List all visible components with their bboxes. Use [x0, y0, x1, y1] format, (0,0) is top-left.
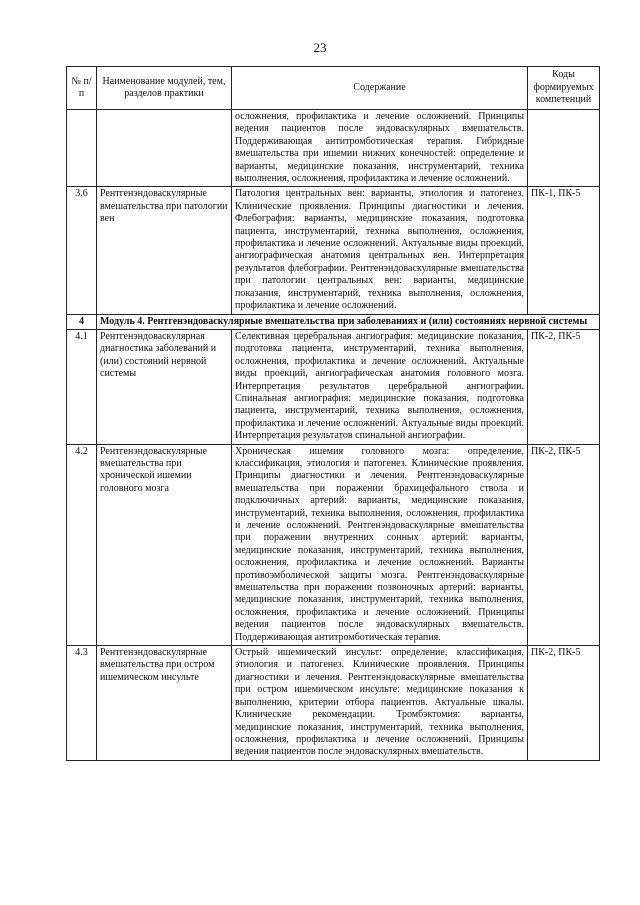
row-num: 3.6 — [67, 187, 97, 314]
row-content: осложнения, профилактика и лечение осложнений. Принципы ведения пациентов после эндоваскулярных вмешательств. Поддерживающая антитромботическая терапия. Гибридные вмешательства при ишемии нижних конечностей: определение и варианты, медицинские показания, инструментарий, техника выполнения, осложнения, профилактика и лечение осложнений. — [232, 110, 528, 187]
row-num: 4.3 — [67, 646, 97, 761]
row-codes: ПК-2, ПК-5 — [528, 444, 600, 646]
header-codes: Коды формируемых компетенций — [528, 67, 600, 110]
table-row — [67, 329, 600, 444]
row-name: Рентгенэндоваскулярные вмешательства при остром ишемическом инсульте — [97, 646, 232, 761]
table-row — [67, 110, 600, 187]
row-content: Патология центральных вен: варианты, этиология и патогенез. Клинические проявления. Принципы диагностики и лечения. Флебография: варианты, медицинские показания, подготовка пациента, инструментарий, техника выполнения, осложнения, профилактика и лечение осложнений. Актуальные виды проекций, ангиографическая анатомия центральных вен. Интерпретация результатов флебографии. Рентгенэндоваскулярные вмешательства при патологии центральных вен: варианты, медицинские показания, инструментарий, техника выполнения, осложнения, профилактика и лечение осложнений. — [232, 187, 528, 314]
row-name: Рентгенэндоваскулярные вмешательства при хронической ишемии головного мозга — [97, 444, 232, 646]
row-num: 4.1 — [67, 329, 97, 444]
module-num: 4 — [67, 314, 97, 329]
table-row — [67, 646, 600, 761]
table-header-row — [67, 67, 600, 110]
row-codes: ПК-1, ПК-5 — [528, 187, 600, 314]
module-title: Модуль 4. Рентгенэндоваскулярные вмешательства при заболеваниях и (или) состояниях нервной системы — [97, 314, 600, 329]
header-content: Содержание — [232, 67, 528, 110]
row-content: Острый ишемический инсульт: определение, классификация, этиология и патогенез. Клинические проявления. Принципы диагностики и лечения. Рентгенэндоваскулярные вмешательства при остром ишемическом инсульте: медицинские показания к выполнению, критерии отбора пациентов. Актуальные шкалы. Клинические рекомендации. Тромбэктомия: варианты, медицинские показания, инструментарий, техника выполнения, осложнения, профилактика и лечение осложнений. Принципы ведения пациентов после эндоваскулярных вмешательств. — [232, 646, 528, 761]
curriculum-table — [66, 66, 600, 761]
header-num: № п/п — [67, 67, 97, 110]
row-name: Рентгенэндоваскулярная диагностика заболеваний и (или) состояний нервной системы — [97, 329, 232, 444]
row-codes: ПК-2, ПК-5 — [528, 646, 600, 761]
row-name: Рентгенэндоваскулярные вмешательства при патологии вен — [97, 187, 232, 314]
page-number: 23 — [313, 40, 327, 55]
row-content: Селективная церебральная ангиография: медицинские показания, подготовка пациента, инструментарий, техника выполнения, осложнения, профилактика и лечение осложнений. Актуальные виды проекций, ангиографическая анатомия головного мозга. Интерпретация результатов церебральной ангиографии. Спинальная ангиография: медицинские показания, подготовка пациента, инструментарий, техника выполнения, осложнения, профилактика и лечение осложнений. Актуальные виды проекций. Интерпретация результатов спинальной ангиографии. — [232, 329, 528, 444]
row-codes — [528, 110, 600, 187]
header-name: Наименование модулей, тем, разделов практики — [97, 67, 232, 110]
table-row — [67, 444, 600, 646]
row-num: 4.2 — [67, 444, 97, 646]
row-content: Хроническая ишемия головного мозга: определение, классификация, этиология и патогенез. Клинические проявления. Принципы диагностики и лечения. Рентгенэндоваскулярные вмешательства при поражении брахицефального ствола и подключичных артерий: варианты, медицинские показания, инструментарий, техника выполнения, осложнения, профилактика и лечение осложнений. Рентгенэндоваскулярные вмешательства при поражении внутренних сонных артерий: варианты, медицинские показания, инструментарий, техника выполнения, осложнения, профилактика и лечение осложнений. Варианты противоэмболической защиты мозга. Рентгенэндоваскулярные вмешательства при поражении позвоночных артерий: варианты, медицинские показания, инструментарий, техника выполнения, осложнения, профилактика и лечение осложнений. Принципы ведения пациентов после эндоваскулярных вмешательств. Поддерживающая антитромботическая терапия. — [232, 444, 528, 646]
table-row — [67, 187, 600, 314]
row-codes: ПК-2, ПК-5 — [528, 329, 600, 444]
module-row — [67, 314, 600, 329]
row-name — [97, 110, 232, 187]
row-num — [67, 110, 97, 187]
